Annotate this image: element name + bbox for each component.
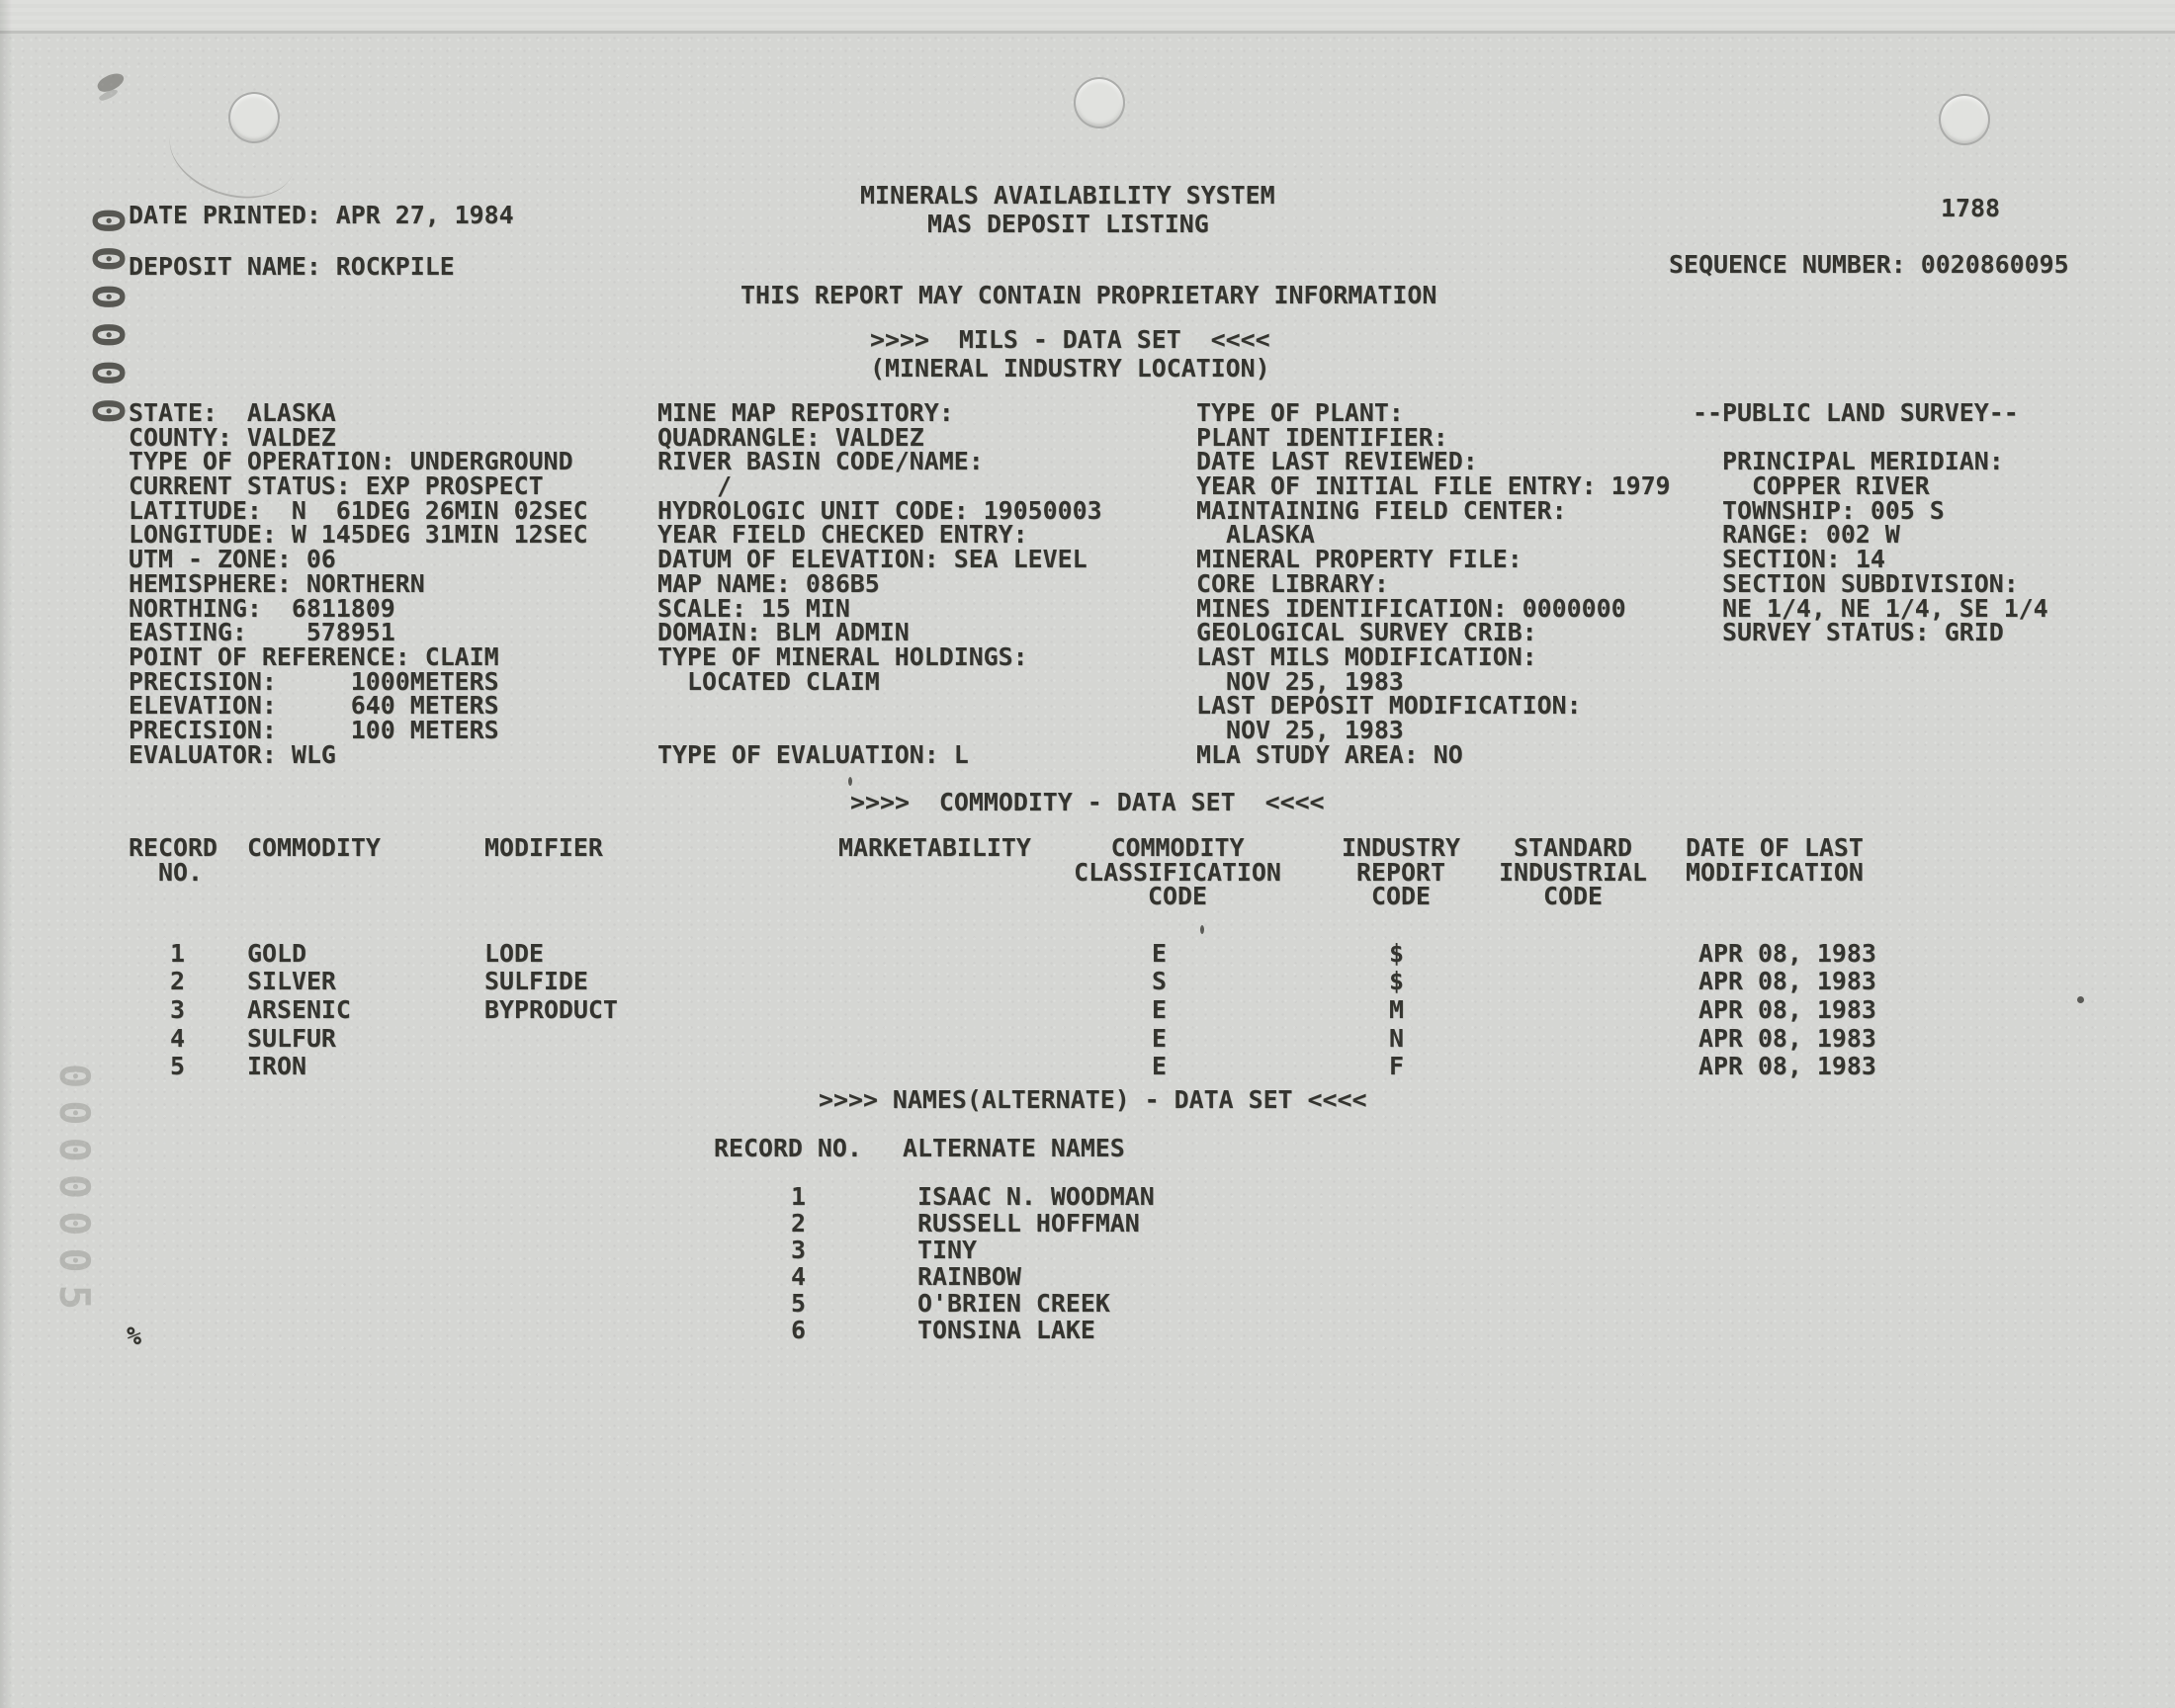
record-no-cell: 6 [791,1316,806,1344]
ink-speck [848,777,852,786]
text-line: MAP NAME: 086B5 [657,568,880,598]
classification-code-cell: E [1152,1024,1167,1053]
text-line: TOWNSHIP: 005 S [1693,495,1945,525]
record-no-cell: 3 [791,1236,806,1264]
ink-speck [1200,925,1204,934]
column-header-record [129,833,218,887]
text-line: QUADRANGLE: VALDEZ [657,422,924,452]
text-line: LONGITUDE: W 145DEG 31MIN 12SEC [129,520,588,550]
text-line: UTM - ZONE: 06 [129,545,336,574]
last-modified-cell: APR 08, 1983 [1698,995,1876,1024]
text-line: HYDROLOGIC UNIT CODE: 19050003 [657,495,1102,525]
header-line: COMMODITY [1110,833,1245,862]
header-line: CODE [1543,882,1603,911]
column-header-classification-code [1073,833,1282,911]
alternate-name-cell: TONSINA LAKE [917,1316,1095,1344]
ink-smudge [95,69,127,95]
scan-edge-left [0,0,12,1708]
text-line: HEMISPHERE: NORTHERN [129,568,425,598]
modifier-cell: SULFIDE [484,967,588,995]
header-line: INDUSTRY [1342,833,1460,862]
deposit-name: DEPOSIT NAME: ROCKPILE [129,252,455,281]
text-line: TYPE OF OPERATION: UNDERGROUND [129,447,573,476]
industry-report-code-cell: $ [1389,967,1404,995]
text-line: CORE LIBRARY: [1196,568,1389,598]
text-line: DATUM OF ELEVATION: SEA LEVEL [657,545,1088,574]
text-line: PRINCIPAL MERIDIAN: [1693,447,2004,476]
column-header-marketability: MARKETABILITY [838,833,1031,862]
text-line: ELEVATION: 640 METERS [129,691,499,721]
pencil-mark [158,91,307,214]
classification-code-cell: S [1152,967,1167,995]
alternate-name-cell: ISAAC N. WOODMAN [917,1182,1155,1211]
modifier-cell: BYPRODUCT [484,995,618,1024]
names-section-title: >>>> NAMES(ALTERNATE) - DATA SET <<<< [819,1085,1367,1114]
last-modified-cell: APR 08, 1983 [1698,1052,1876,1080]
text-line: MINE MAP REPOSITORY: [657,398,954,427]
percent-mark: % [127,1322,141,1350]
record-no-cell: 4 [791,1262,806,1291]
proprietary-notice: THIS REPORT MAY CONTAIN PROPRIETARY INFORMATION [740,281,1437,309]
page-title: MINERALS AVAILABILITY SYSTEM [860,181,1275,210]
commodity-cell: GOLD [247,939,306,968]
text-line: NOV 25, 1983 [1196,715,1404,744]
text-line: PLANT IDENTIFIER: [1196,422,1448,452]
column-header-standard-industrial-code [1489,833,1657,911]
record-no-cell: 2 [791,1209,806,1238]
text-line: SECTION: 14 [1693,545,1885,574]
alternate-name-cell: TINY [917,1236,977,1264]
header-line: REPORT [1356,857,1445,887]
header-line: CODE [1371,882,1431,911]
text-line: GEOLOGICAL SURVEY CRIB: [1196,618,1537,647]
text-line: YEAR OF INITIAL FILE ENTRY: 1979 [1196,471,1671,501]
page-subtitle: MAS DEPOSIT LISTING [927,210,1209,238]
commodity-cell: IRON [247,1052,306,1080]
column-header-alternate-names: ALTERNATE NAMES [903,1134,1125,1162]
text-line: EVALUATOR: WLG [129,739,336,769]
alternate-name-cell: O'BRIEN CREEK [917,1289,1110,1318]
last-modified-cell: APR 08, 1983 [1698,967,1876,995]
column-header-industry-report-code [1337,833,1465,911]
text-line: TYPE OF PLANT: [1196,398,1404,427]
industry-report-code-cell: N [1389,1024,1404,1053]
page-number: 1788 [1941,194,2000,222]
text-line: CURRENT STATUS: EXP PROSPECT [129,471,544,501]
sequence-number: SEQUENCE NUMBER: 0020860095 [1669,250,2069,279]
header-line: INDUSTRIAL [1499,857,1647,887]
header-line: CODE [1148,882,1207,911]
commodity-cell: SILVER [247,967,336,995]
text-line: TYPE OF EVALUATION: L [657,739,969,769]
text-line: DOMAIN: BLM ADMIN [657,618,910,647]
record-no-cell: 1 [170,939,185,968]
text-line: COPPER RIVER [1693,471,1930,501]
text-line: / [657,471,732,501]
mils-location-column [129,398,588,769]
text-line: COUNTY: VALDEZ [129,422,336,452]
header-line: RECORD [129,833,218,862]
mils-map-column [657,398,1102,769]
commodity-cell: SULFUR [247,1024,336,1053]
date-printed: DATE PRINTED: APR 27, 1984 [129,201,514,229]
industry-report-code-cell: $ [1389,939,1404,968]
text-line: RIVER BASIN CODE/NAME: [657,447,984,476]
mils-admin-column [1196,398,1671,769]
punch-hole [1939,94,1990,145]
header-line: MODIFICATION [1686,857,1864,887]
text-line: --PUBLIC LAND SURVEY-- [1693,398,2019,427]
text-line: MLA STUDY AREA: NO [1196,739,1463,769]
text-line: YEAR FIELD CHECKED ENTRY: [657,520,1028,550]
text-line: LATITUDE: N 61DEG 26MIN 02SEC [129,495,588,525]
text-line: POINT OF REFERENCE: CLAIM [129,641,499,671]
industry-report-code-cell: F [1389,1052,1404,1080]
ink-speck [2077,996,2084,1003]
text-line: SCALE: 15 MIN [657,593,850,623]
column-header-record-no: RECORD NO. [714,1134,862,1162]
column-header-commodity: COMMODITY [247,833,381,862]
text-line: PRECISION: 1000METERS [129,666,499,696]
alternate-name-cell: RUSSELL HOFFMAN [917,1209,1140,1238]
commodity-cell: ARSENIC [247,995,351,1024]
header-line: DATE OF LAST [1686,833,1864,862]
record-no-cell: 5 [170,1052,185,1080]
text-line: PRECISION: 100 METERS [129,715,499,744]
column-header-modifier: MODIFIER [484,833,603,862]
modifier-cell: LODE [484,939,544,968]
stamp-number-top: 000000 [82,208,132,436]
record-no-cell: 2 [170,967,185,995]
text-line: MINERAL PROPERTY FILE: [1196,545,1522,574]
column-header-date-of-last-modification [1686,833,1864,887]
text-line: TYPE OF MINERAL HOLDINGS: [657,641,1028,671]
commodity-section-title: >>>> COMMODITY - DATA SET <<<< [850,788,1325,816]
mils-dataset-subtitle: (MINERAL INDUSTRY LOCATION) [870,354,1270,383]
text-line: STATE: ALASKA [129,398,336,427]
classification-code-cell: E [1152,939,1167,968]
record-no-cell: 4 [170,1024,185,1053]
record-no-cell: 3 [170,995,185,1024]
scan-edge-top [0,0,2175,34]
text-line: MAINTAINING FIELD CENTER: [1196,495,1567,525]
classification-code-cell: E [1152,1052,1167,1080]
record-no-cell: 1 [791,1182,806,1211]
text-line: DATE LAST REVIEWED: [1196,447,1478,476]
record-no-cell: 5 [791,1289,806,1318]
text-line [657,694,1102,719]
header-line: STANDARD [1514,833,1632,862]
text-line: ALASKA [1196,520,1315,550]
text-line [657,719,1102,743]
text-line: NORTHING: 6811809 [129,593,395,623]
text-line: NOV 25, 1983 [1196,666,1404,696]
classification-code-cell: E [1152,995,1167,1024]
text-line: NE 1/4, NE 1/4, SE 1/4 [1693,593,2048,623]
header-line: NO. [158,857,203,887]
last-modified-cell: APR 08, 1983 [1698,1024,1876,1053]
public-land-survey-column [1693,398,2048,647]
text-line: LOCATED CLAIM [657,666,880,696]
text-line: MINES IDENTIFICATION: 0000000 [1196,593,1626,623]
industry-report-code-cell: M [1389,995,1404,1024]
mils-dataset-title: >>>> MILS - DATA SET <<<< [870,325,1270,354]
text-line: RANGE: 002 W [1693,520,1900,550]
header-line: CLASSIFICATION [1074,857,1281,887]
text-line: SECTION SUBDIVISION: [1693,568,2019,598]
alternate-name-cell: RAINBOW [917,1262,1021,1291]
last-modified-cell: APR 08, 1983 [1698,939,1876,968]
text-line: LAST MILS MODIFICATION: [1196,641,1537,671]
text-line: SURVEY STATUS: GRID [1693,618,2004,647]
text-line: LAST DEPOSIT MODIFICATION: [1196,691,1582,721]
punch-hole [1074,77,1125,128]
text-line: EASTING: 578951 [129,618,395,647]
stamp-number-bottom: 0000005 [50,1064,99,1323]
